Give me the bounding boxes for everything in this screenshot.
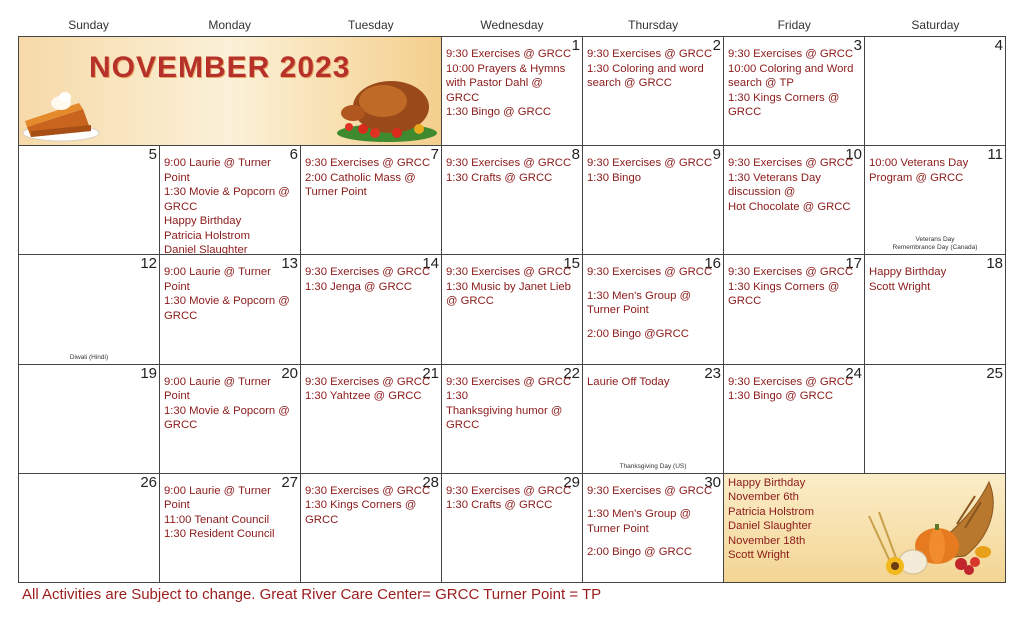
event-item: 2:00 Bingo @GRCC (587, 327, 689, 340)
day-number: 14 (422, 255, 439, 273)
event-item: 1:30 Resident Council (164, 528, 275, 541)
day-events (446, 375, 576, 433)
event-item: 9:30 Exercises @ GRCC (728, 266, 854, 279)
event-item: 9:30 Exercises @ GRCC (446, 48, 572, 60)
event-item: Scott Wright (869, 280, 931, 293)
day-cell-28 (301, 474, 442, 583)
event-item: 1:30 Bingo (587, 171, 642, 184)
event-item: 1:30 Bingo @ GRCC (728, 390, 834, 403)
day-number: 10 (845, 146, 862, 164)
day-cell-3 (724, 37, 865, 146)
day-events (305, 375, 435, 404)
event-item: Happy Birthday (869, 266, 947, 279)
weekday-tuesday: Tuesday (348, 18, 394, 32)
day-number: 16 (704, 255, 721, 273)
event-item: 9:30 Exercises @ GRCC (728, 157, 854, 170)
birthday-line: Daniel Slaughter (728, 520, 812, 533)
day-events (728, 156, 858, 214)
day-events (728, 47, 858, 120)
event-item: Happy Birthday (164, 215, 242, 228)
event-item: 9:30 Exercises @ GRCC (587, 157, 713, 170)
day-events (164, 375, 294, 433)
day-cell-12 (19, 255, 160, 364)
birthday-line: November 6th (728, 491, 799, 504)
day-number: 5 (148, 146, 157, 164)
event-item: 1:30 Crafts @ GRCC (446, 499, 553, 512)
day-number: 24 (845, 364, 862, 382)
event-item: 2:00 Bingo @ GRCC (587, 546, 693, 559)
event-item: 9:00 Laurie @ Turner Point (164, 266, 271, 293)
day-cell-2 (583, 37, 724, 146)
month-title: NOVEMBER 2023 (89, 51, 351, 84)
event-item: 9:30 Exercises @ GRCC (305, 157, 431, 170)
day-number: 18 (986, 255, 1003, 273)
day-events (446, 156, 576, 185)
day-number: 9 (712, 146, 721, 164)
event-item: 11:00 Tenant Council (164, 513, 270, 526)
day-number: 6 (289, 146, 298, 164)
event-item: 10:00 Prayers & Hymns with Pastor Dahl @ GRCC (446, 62, 566, 104)
day-cell-29 (442, 474, 583, 583)
event-item: 1:30 Men's Group @ Turner Point (587, 508, 692, 535)
day-number: 22 (563, 364, 580, 382)
day-events (305, 484, 435, 528)
day-events (587, 375, 717, 390)
weekday-thursday: Thursday (628, 18, 679, 32)
day-number: 4 (994, 37, 1003, 54)
holiday-label: Diwali (Hindi) (69, 353, 109, 361)
event-item: 9:00 Laurie @ Turner Point (164, 157, 271, 184)
event-item: Laurie Off Today (587, 375, 670, 388)
weekday-sunday: Sunday (68, 18, 109, 32)
day-cell-13 (160, 255, 301, 364)
day-number: 27 (281, 473, 298, 491)
event-item: 9:30 Exercises @ GRCC (446, 266, 572, 279)
event-item: 1:30 Crafts @ GRCC (446, 171, 553, 184)
day-cell-24 (724, 365, 865, 474)
day-number: 17 (845, 255, 862, 273)
day-events (728, 375, 858, 404)
event-item: 9:30 Exercises @ GRCC (446, 375, 572, 388)
day-events (587, 156, 717, 185)
cornucopia-icon (853, 476, 1003, 580)
event-item: 1:30 Movie & Popcorn @ GRCC (164, 404, 290, 432)
event-item: 1:30 Yahtzee @ GRCC (305, 390, 422, 403)
day-number: 3 (853, 37, 862, 54)
day-number: 12 (140, 255, 157, 273)
event-item: 10:00 Coloring and Word search @ TP (728, 62, 854, 89)
weekday-friday: Friday (777, 18, 811, 32)
roast-turkey-icon (335, 67, 439, 143)
day-events (164, 484, 294, 542)
weekday-saturday: Saturday (911, 18, 960, 32)
day-cell-25 (865, 365, 1006, 474)
event-item: 9:30 Exercises @ GRCC (446, 484, 572, 497)
event-item: 1:30 Kings Corners @ GRCC (305, 499, 417, 526)
event-item: 9:30 Exercises @ GRCC (305, 375, 431, 388)
day-cell-7 (301, 146, 442, 255)
day-events (446, 265, 576, 309)
day-cell-11 (865, 146, 1006, 255)
day-cell-26 (19, 474, 160, 583)
day-number: 13 (281, 255, 298, 273)
event-item: 9:30 Exercises @ GRCC (728, 375, 854, 388)
month-banner (19, 37, 442, 146)
day-number: 23 (704, 364, 721, 382)
day-number: 30 (704, 473, 721, 491)
day-events (728, 265, 858, 309)
event-item: 9:00 Laurie @ Turner Point (164, 484, 271, 512)
event-item: 9:30 Exercises @ GRCC (446, 157, 572, 170)
event-item: Patricia Holstrom (164, 229, 251, 242)
event-item: 1:30 Movie & Popcorn @ GRCC (164, 186, 290, 213)
event-item: 1:30 Men's Group @ Turner Point (587, 289, 692, 317)
holiday-note (865, 236, 1005, 252)
day-number: 1 (571, 37, 580, 54)
day-number: 19 (140, 364, 157, 382)
day-number: 15 (563, 255, 580, 273)
day-number: 21 (422, 364, 439, 382)
day-cell-27 (160, 474, 301, 583)
day-cell-16 (583, 255, 724, 364)
day-number: 11 (987, 146, 1003, 164)
event-item: Daniel Slaughter (164, 244, 248, 256)
day-cell-14 (301, 255, 442, 364)
day-number: 7 (430, 146, 439, 164)
day-number: 26 (140, 473, 157, 491)
event-item: 9:30 Exercises @ GRCC (305, 484, 431, 497)
event-item: 9:30 Exercises @ GRCC (728, 48, 854, 60)
day-cell-30 (583, 474, 724, 583)
day-number: 20 (281, 364, 298, 382)
day-number: 2 (712, 37, 721, 54)
event-item: Thanksgiving humor @ GRCC (446, 404, 563, 432)
weekday-header (18, 18, 1006, 36)
birthday-line: Happy Birthday (728, 476, 806, 489)
day-cell-21 (301, 365, 442, 474)
day-events (869, 156, 981, 185)
day-number: 25 (986, 364, 1003, 382)
event-item: 1:30 Jenga @ GRCC (305, 280, 412, 293)
birthday-line: Scott Wright (728, 549, 790, 562)
event-item: 2:00 Catholic Mass @ Turner Point (305, 171, 416, 199)
pumpkin-pie-icon (21, 81, 101, 143)
event-item: 9:30 Exercises @ GRCC (305, 266, 431, 279)
day-events (305, 265, 435, 294)
day-number: 8 (571, 146, 580, 164)
event-item: 1:30 Kings Corners @ GRCC (728, 91, 840, 118)
day-cell-23 (583, 365, 724, 474)
event-item: 1:30 Veterans Day discussion @ (728, 171, 821, 199)
day-events (446, 484, 576, 513)
day-cell-19 (19, 365, 160, 474)
event-item: 1:30 Movie & Popcorn @ GRCC (164, 295, 290, 322)
birthday-line: November 18th (728, 534, 806, 547)
day-cell-22 (442, 365, 583, 474)
day-events (587, 47, 717, 91)
event-item: 9:30 Exercises @ GRCC (587, 484, 713, 497)
holiday-label: Veterans Day (915, 236, 955, 244)
day-cell-17 (724, 255, 865, 364)
day-cell-1 (442, 37, 583, 146)
day-number: 29 (563, 473, 580, 491)
event-item: 9:30 Exercises @ GRCC (587, 266, 713, 279)
weekday-wednesday: Wednesday (480, 18, 544, 32)
holiday-note (583, 463, 723, 471)
birthday-panel (724, 474, 1006, 583)
holiday-label: Thanksgiving Day (US) (619, 462, 687, 470)
day-cell-4 (865, 37, 1006, 146)
day-cell-5 (19, 146, 160, 255)
day-events (869, 265, 999, 294)
day-cell-18 (865, 255, 1006, 364)
day-events (164, 265, 294, 323)
event-item: 10:00 Veterans Day Program @ GRCC (869, 157, 969, 184)
day-cell-15 (442, 255, 583, 364)
day-events (587, 265, 717, 341)
day-events (587, 484, 717, 560)
day-cell-9 (583, 146, 724, 255)
event-item: Hot Chocolate @ GRCC (728, 200, 851, 213)
holiday-label: Remembrance Day (Canada) (892, 244, 978, 252)
day-cell-10 (724, 146, 865, 255)
day-cell-8 (442, 146, 583, 255)
weekday-monday: Monday (208, 18, 252, 32)
day-cell-20 (160, 365, 301, 474)
event-item: 1:30 (446, 390, 468, 403)
calendar-grid (18, 36, 1006, 583)
event-item: 9:30 Exercises @ GRCC (587, 48, 713, 60)
event-item: 1:30 Bingo @ GRCC (446, 106, 552, 118)
day-cell-6 (160, 146, 301, 255)
event-item: 1:30 Coloring and word search @ GRCC (587, 62, 704, 89)
event-item: 1:30 Music by Janet Lieb @ GRCC (446, 280, 571, 308)
holiday-note (19, 354, 159, 362)
day-events (305, 156, 435, 200)
day-events (164, 156, 294, 255)
event-item: 9:00 Laurie @ Turner Point (164, 375, 271, 403)
day-events (446, 47, 576, 120)
day-number: 28 (422, 473, 439, 491)
event-item: 1:30 Kings Corners @ GRCC (728, 280, 840, 308)
footer-note: All Activities are Subject to change. Great River Care Center= GRCC Turner Point = TP (22, 586, 602, 603)
birthday-line: Patricia Holstrom (728, 505, 815, 518)
